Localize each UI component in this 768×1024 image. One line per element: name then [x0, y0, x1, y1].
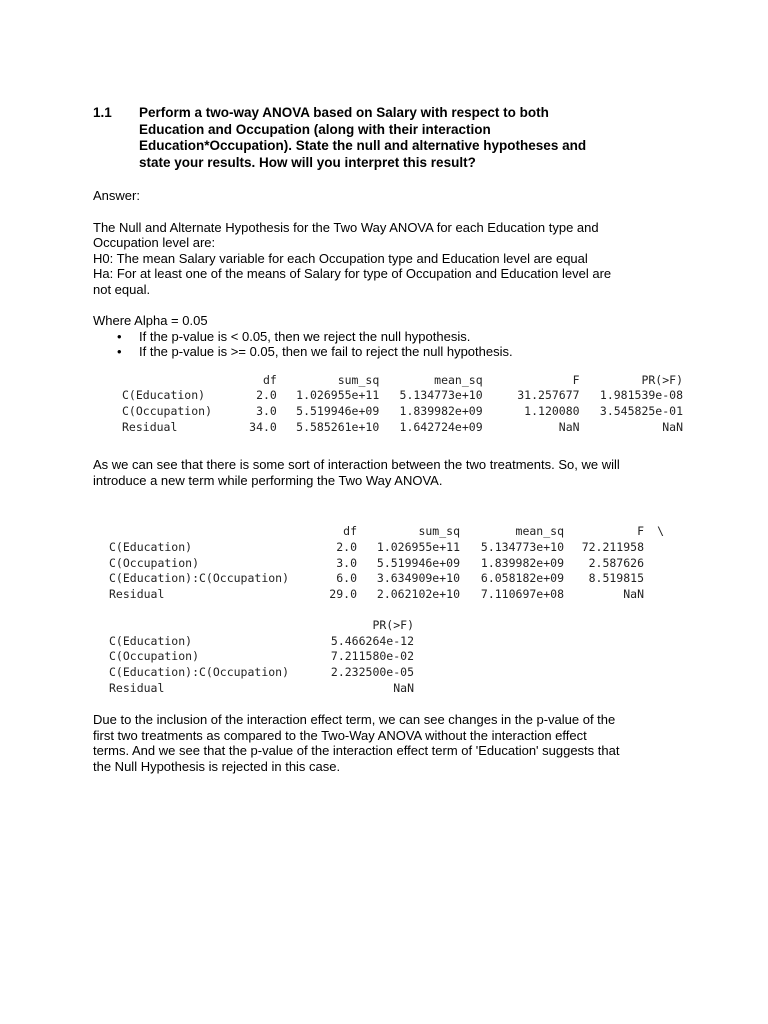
table-row: C(Occupation) 3.0 5.519946e+09 1.839982e+09 1.120080 3.545825e-01	[122, 403, 683, 418]
table-row: C(Occupation) 7.211580e-02	[109, 649, 414, 664]
question-line: Education and Occupation (along with their interaction	[139, 121, 491, 137]
col-header: F	[637, 524, 644, 539]
question-number: 1.1	[93, 105, 112, 120]
table-header-row	[109, 524, 664, 540]
col-header: PR(>F)	[641, 372, 683, 387]
col-header: df	[262, 372, 277, 387]
table-header-row	[109, 618, 414, 634]
decision-rules	[93, 329, 683, 360]
col-header: sum_sq	[418, 524, 460, 539]
col-header: F	[572, 372, 580, 387]
bullet-item: • If the p-value is >= 0.05, then we fail to reject the null hypothesis.	[139, 344, 683, 360]
bullet-item: • If the p-value is < 0.05, then we reject the null hypothesis.	[139, 329, 683, 345]
alt-hypothesis: Ha: For at least one of the means of Salary for type of Occupation and Education level are	[93, 266, 612, 281]
line-continuation: \	[657, 524, 664, 539]
table-row: C(Education):C(Occupation) 6.0 3.634909e+10 6.058182e+09 8.519815	[109, 571, 644, 586]
alpha-label: Where Alpha = 0.05	[93, 313, 208, 328]
col-header: mean_sq	[434, 372, 483, 387]
table-header-row	[122, 373, 683, 389]
question-line: state your results. How will you interpret this result?	[139, 154, 476, 170]
alt-hypothesis-cont: not equal.	[93, 281, 151, 297]
table-row: C(Education):C(Occupation) 2.232500e-05	[109, 664, 414, 679]
anova-table-1	[122, 373, 683, 436]
question-line: Education*Occupation). State the null and alternative hypotheses and	[139, 138, 587, 153]
conclusion-paragraph: Due to the inclusion of the interaction effect term, we can see changes in the p-value of the first two treatments as compared to the Two-Way ANOVA without the interaction effect terms. And we see that the p-value of the interaction effect term of 'Education' suggests that the Null Hypothesis is rejected in this case.	[93, 712, 620, 774]
table-row: C(Education) 2.0 1.026955e+11 5.134773e+10 31.257677 1.981539e-08	[122, 388, 683, 403]
table-row: C(Education) 2.0 1.026955e+11 5.134773e+10 72.211958	[109, 540, 644, 555]
table-row: C(Occupation) 3.0 5.519946e+09 1.839982e+09 2.587626	[109, 555, 644, 570]
col-header: mean_sq	[515, 524, 564, 539]
hypothesis-paragraph	[93, 220, 683, 298]
table-row: Residual 29.0 2.062102e+10 7.110697e+08 NaN	[109, 587, 644, 602]
table-row: C(Education) 5.466264e-12	[109, 633, 414, 648]
anova-table-3	[109, 618, 414, 697]
document-page	[93, 105, 683, 774]
question-heading	[93, 105, 683, 171]
col-header: PR(>F)	[372, 617, 414, 632]
anova-table-2	[109, 524, 664, 603]
col-header: sum_sq	[337, 372, 380, 387]
interaction-paragraph: As we can see that there is some sort of interaction between the two treatments. So, we will introduce a new term while performing the Two Way ANOVA.	[93, 457, 620, 488]
hypothesis-line: The Null and Alternate Hypothesis for the Two Way ANOVA for each Education type and	[93, 219, 599, 235]
question-line: Perform a two-way ANOVA based on Salary with respect to both	[139, 105, 549, 120]
col-header: df	[343, 524, 357, 539]
table-row: Residual 34.0 5.585261e+10 1.642724e+09 NaN NaN	[122, 419, 683, 434]
answer-label: Answer:	[93, 188, 140, 203]
table-row: Residual NaN	[109, 680, 414, 695]
null-hypothesis: H0: The mean Salary variable for each Occupation type and Education level are equal	[93, 250, 588, 266]
hypothesis-line: Occupation level are:	[93, 235, 216, 250]
